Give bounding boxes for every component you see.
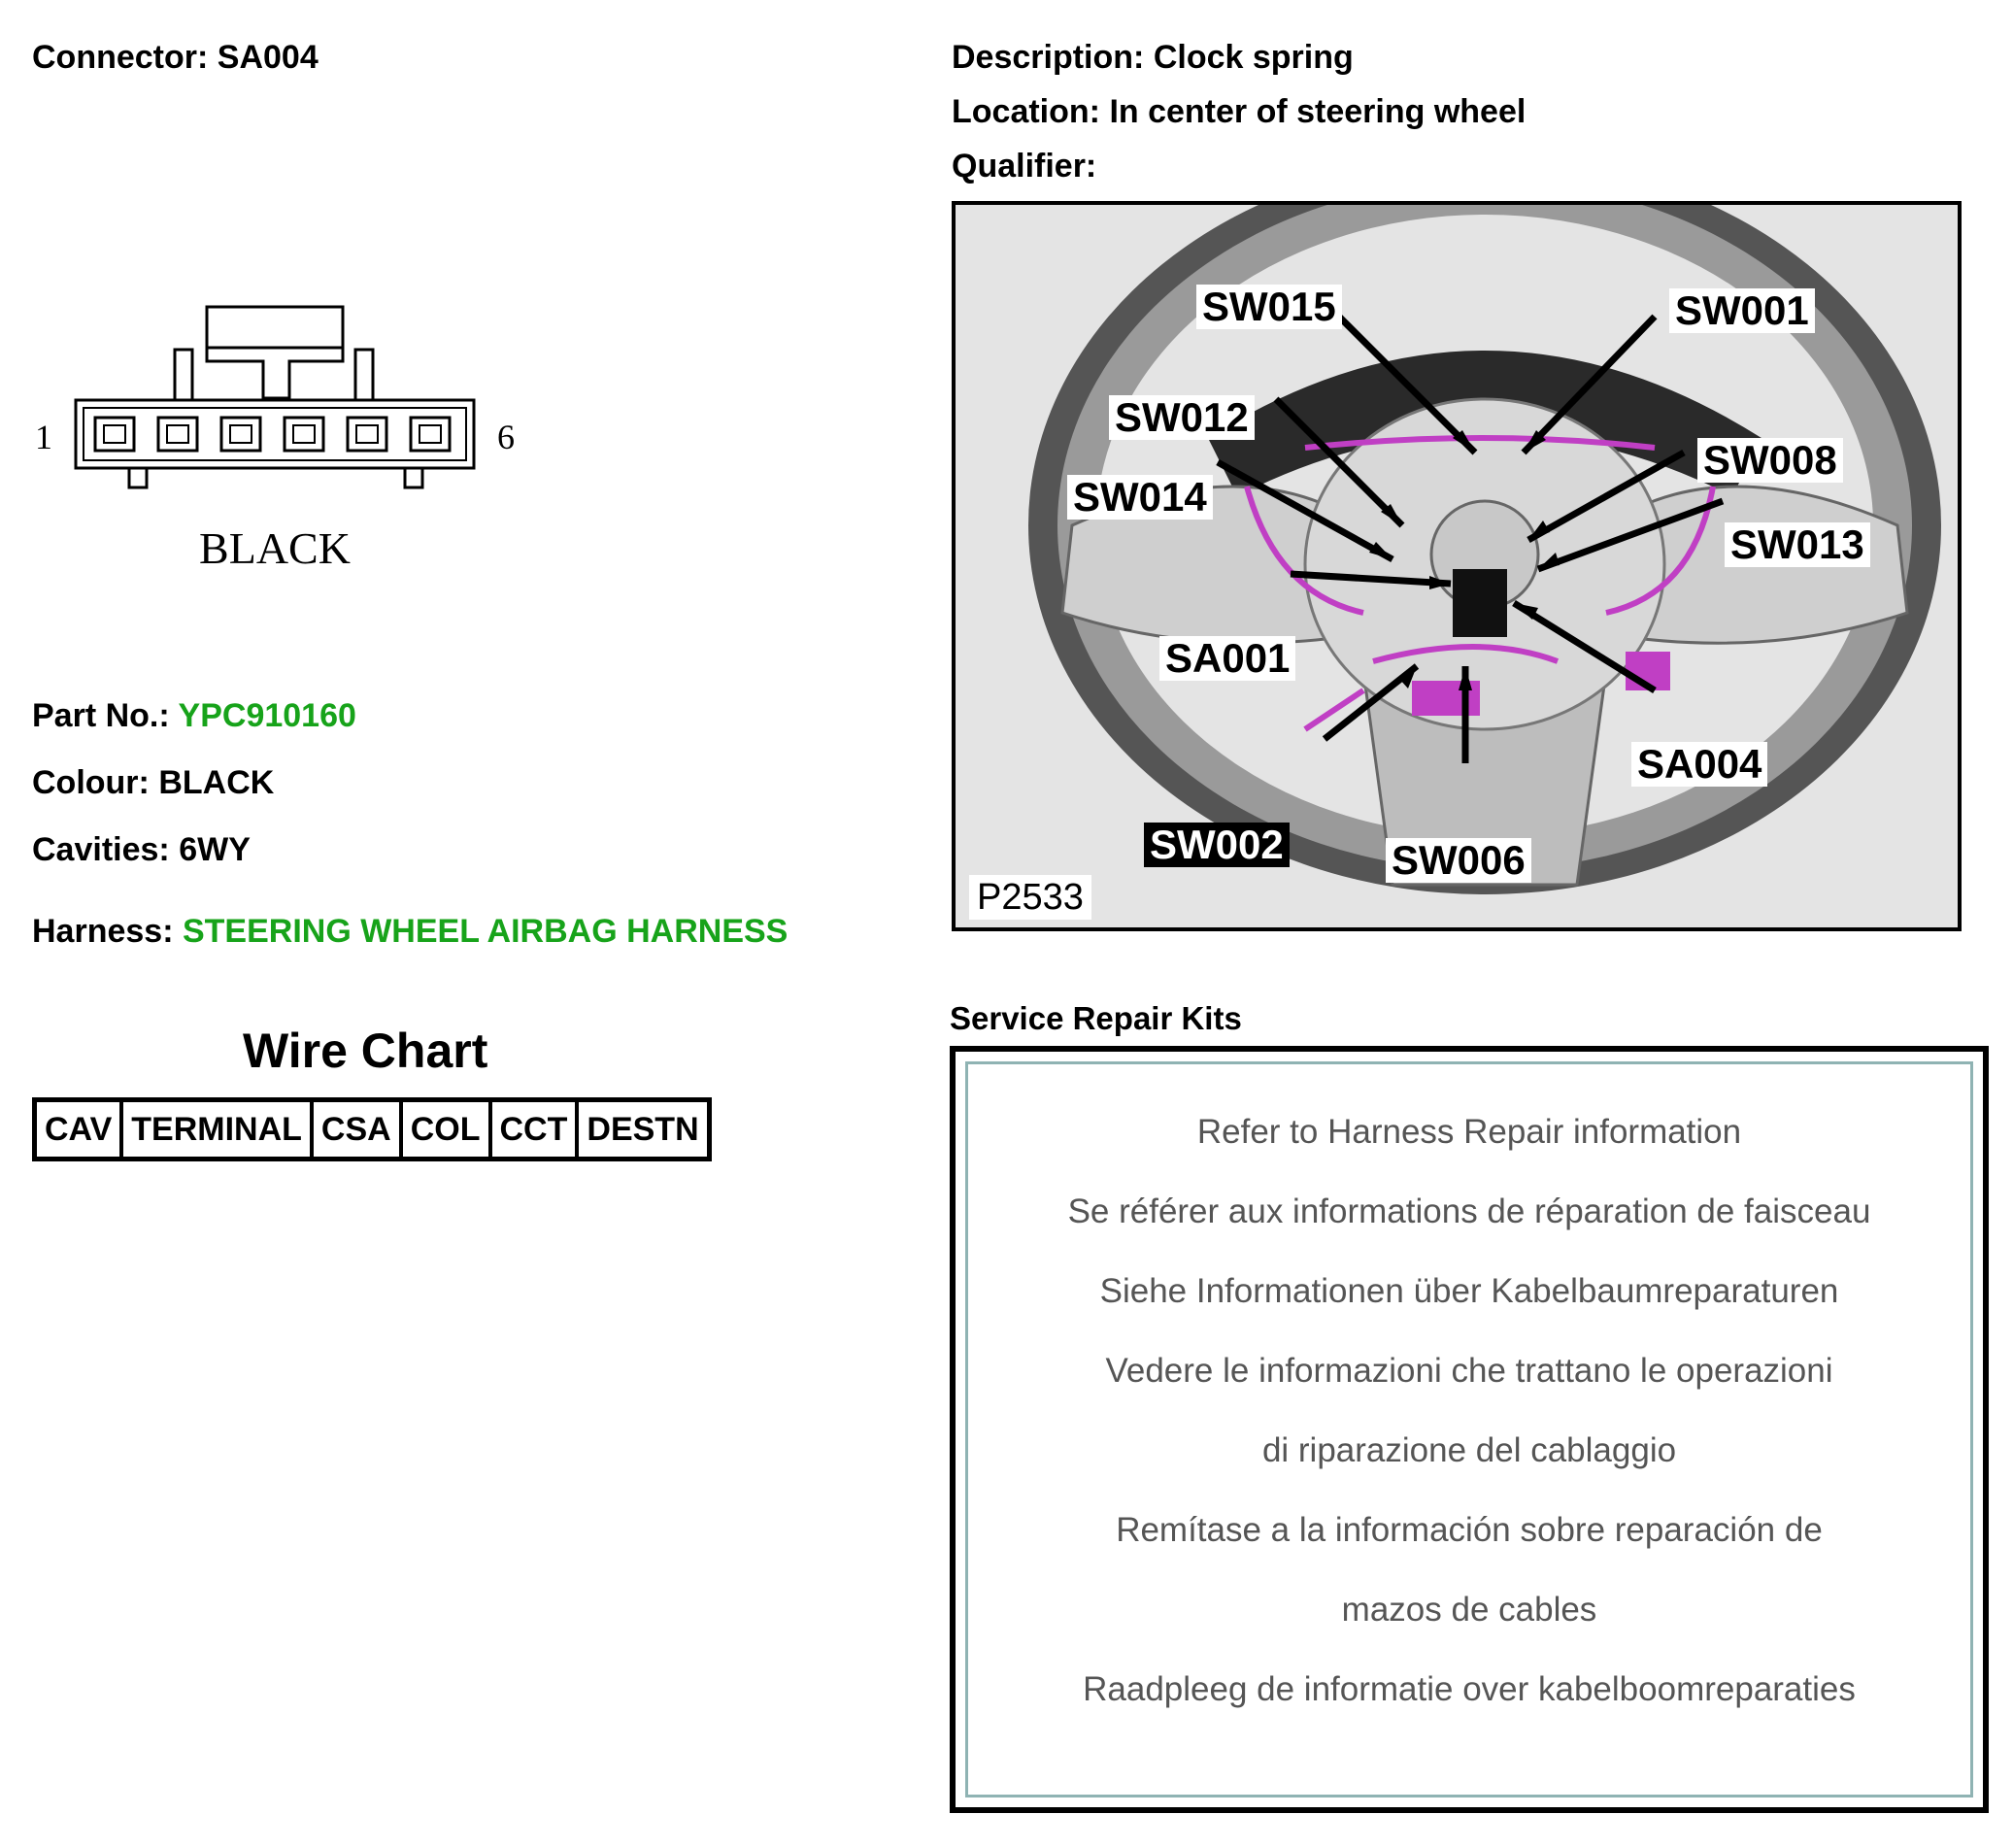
col-destn: DESTN	[577, 1100, 709, 1159]
harness-label: Harness:	[32, 913, 174, 950]
connector-cavity-3	[221, 418, 260, 451]
kit-line-de: Siehe Informationen über Kabelbaumreparaturen	[1099, 1272, 1839, 1310]
location-field	[952, 93, 1526, 131]
connector-cavity-4	[285, 418, 323, 451]
colour-label: Colour:	[32, 764, 150, 801]
service-repair-kits-box	[950, 1046, 1989, 1813]
description-value: Clock spring	[1153, 39, 1354, 76]
col-terminal: TERMINAL	[121, 1100, 312, 1159]
cavities-value: 6WY	[179, 831, 251, 868]
cavities-label: Cavities:	[32, 831, 170, 868]
kit-line-en: Refer to Harness Repair information	[1196, 1113, 1742, 1151]
col-cct: CCT	[490, 1100, 578, 1159]
connector-colour-caption: BLACK	[199, 523, 351, 573]
connector-cavity-terminal-6	[419, 425, 441, 443]
connector-field	[32, 39, 319, 77]
colour-field	[32, 764, 274, 802]
wire-chart-header-row	[35, 1100, 710, 1159]
part-no-link[interactable]: YPC910160	[178, 697, 356, 734]
callout-sa004: SA004	[1631, 742, 1767, 787]
wire-chart-table	[32, 1097, 712, 1161]
callout-sw008: SW008	[1697, 438, 1843, 483]
connector-cavity-2	[158, 418, 197, 451]
col-cav: CAV	[35, 1100, 122, 1159]
kit-line-it-1: Vedere le informazioni che trattano le operazioni	[1105, 1352, 1833, 1390]
connector-cavity-terminal-2	[167, 425, 188, 443]
callout-sw012: SW012	[1109, 395, 1255, 440]
callout-sw006: SW006	[1386, 838, 1531, 883]
pin-6-label: 6	[497, 418, 515, 456]
description-label: Description:	[952, 39, 1145, 76]
pin-1-label: 1	[35, 418, 52, 456]
connector-label: Connector:	[32, 39, 209, 76]
service-repair-kits-title: Service Repair Kits	[950, 1000, 1242, 1036]
col-csa: CSA	[312, 1100, 401, 1159]
wire-chart-title: Wire Chart	[243, 1024, 488, 1078]
connector-cavity-5	[348, 418, 386, 451]
part-no-label: Part No.:	[32, 697, 170, 734]
callout-sw001: SW001	[1669, 288, 1815, 333]
kit-line-it-2: di riparazione del cablaggio	[1261, 1431, 1677, 1469]
location-figure	[952, 201, 1962, 931]
qualifier-label: Qualifier:	[952, 148, 1097, 185]
connector-face-drawing	[19, 291, 544, 592]
kit-line-nl: Raadpleeg de informatie over kabelboomreparaties	[1083, 1670, 1856, 1708]
callout-sw002: SW002	[1144, 823, 1290, 867]
description-field	[952, 39, 1354, 77]
connector-cavity-terminal-1	[104, 425, 125, 443]
kit-line-es-2: mazos de cables	[1341, 1591, 1597, 1629]
connector-value: SA004	[217, 39, 319, 76]
harness-field	[32, 913, 788, 951]
qualifier-field	[952, 148, 1096, 185]
cavities-field	[32, 831, 251, 869]
location-label: Location:	[952, 93, 1100, 130]
connector-cavity-terminal-4	[293, 425, 315, 443]
connector-cavity-terminal-3	[230, 425, 252, 443]
harness-link[interactable]: STEERING WHEEL AIRBAG HARNESS	[182, 913, 788, 950]
clock-spring-connector	[1453, 569, 1507, 637]
part-no-field	[32, 697, 356, 735]
callout-sw013: SW013	[1725, 522, 1870, 567]
callout-sa001: SA001	[1159, 636, 1295, 681]
connector-cavity-6	[411, 418, 450, 451]
location-value: In center of steering wheel	[1109, 93, 1527, 130]
connector-cavities	[95, 418, 450, 451]
callout-sw015: SW015	[1196, 285, 1342, 329]
colour-value: BLACK	[158, 764, 275, 801]
service-repair-kits-panel	[965, 1061, 1973, 1798]
kit-line-es-1: Remítase a la información sobre reparación de	[1116, 1511, 1823, 1549]
connector-latch	[207, 307, 343, 348]
connector-cavity-terminal-5	[356, 425, 378, 443]
figure-reference: P2533	[969, 875, 1091, 920]
col-col: COL	[401, 1100, 490, 1159]
kit-line-fr: Se référer aux informations de réparation de faisceau	[1067, 1193, 1871, 1230]
connector-cavity-1	[95, 418, 134, 451]
callout-sw014: SW014	[1067, 475, 1213, 520]
